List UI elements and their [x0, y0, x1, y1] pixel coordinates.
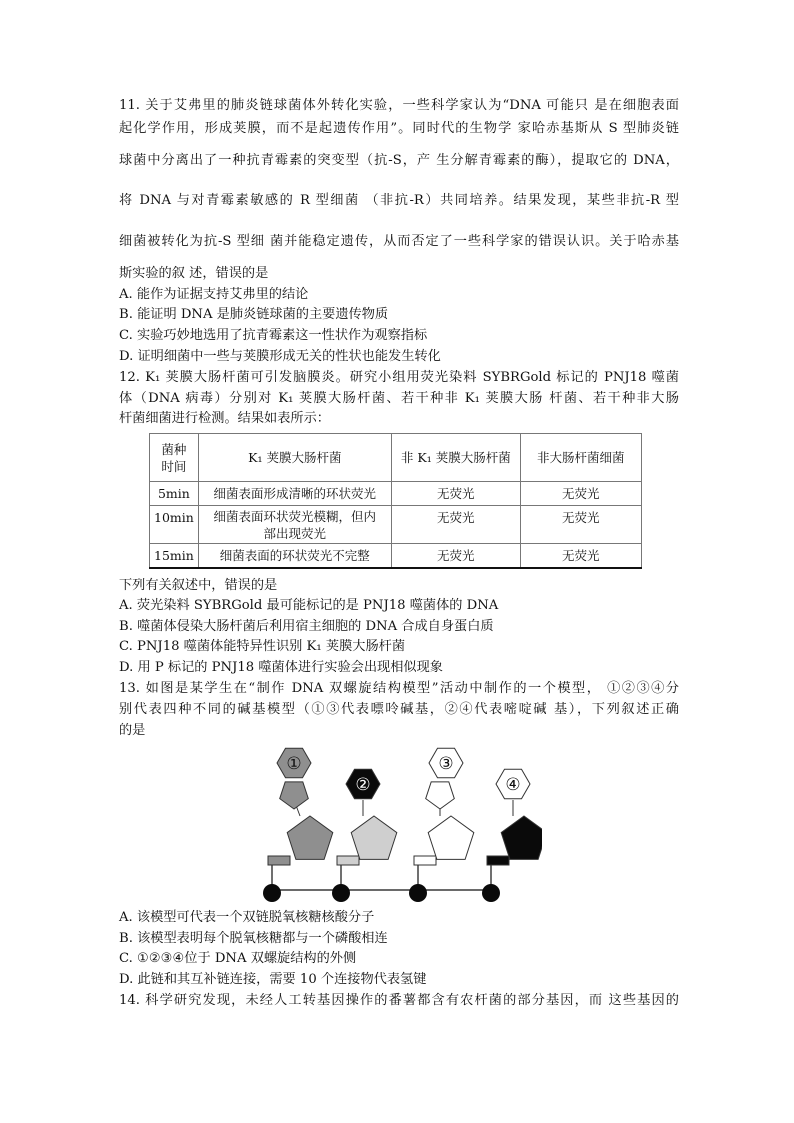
- q13-line-3: 的是: [119, 723, 146, 738]
- table-row: [150, 544, 642, 568]
- q11-line-4: 将 DNA 与对青霉素敏感的 R 型细菌 （非抗-R）共同培养。结果发现，某些非抗-R 型: [119, 193, 679, 208]
- sugar-phosphate-link: [337, 856, 359, 865]
- row-time: 10min: [150, 506, 199, 544]
- phosphate-circle: [332, 884, 350, 902]
- row-other: 无荧光: [520, 544, 641, 568]
- table-header-row: [150, 434, 642, 482]
- row-k1: 细菌表面形成清晰的环状荧光: [198, 482, 391, 506]
- nucleotide-3: [409, 748, 474, 902]
- header-other: 非大肠杆菌细菌: [520, 434, 641, 482]
- deoxyribose-pentagon: [501, 816, 542, 859]
- q13-option-a: A. 该模型可代表一个双链脱氧核糖核酸分子: [119, 910, 375, 925]
- row-k1: [198, 506, 391, 544]
- q12-option-d: D. 用 P 标记的 PNJ18 噬菌体进行实验会出现相似现象: [119, 660, 443, 675]
- row-k1-text-a: 细菌表面环状荧光模糊，但内: [213, 508, 377, 524]
- base-label-1: ①: [286, 754, 302, 774]
- q12-option-b: B. 噬菌体侵染大肠杆菌后利用宿主细胞的 DNA 合成自身蛋白质: [119, 619, 494, 634]
- q12-option-a: A. 荧光染料 SYBRGold 最可能标记的是 PNJ18 噬菌体的 DNA: [119, 598, 499, 613]
- q11-option-a: A. 能作为证据支持艾弗里的结论: [119, 287, 309, 302]
- row-non-k1: 无荧光: [391, 544, 520, 568]
- q13-line-2: 别代表四种不同的碱基模型（①③代表嘌呤碱基，②④代表嘧啶碱 基），下列叙述正确: [119, 702, 679, 717]
- header-non-k1: 非 K₁ 荚膜大肠杆菌: [391, 434, 520, 482]
- row-k1: 细菌表面的环状荧光不完整: [198, 544, 391, 568]
- q12-option-c: C. PNJ18 噬菌体能特异性识别 K₁ 荚膜大肠杆菌: [119, 639, 406, 654]
- row-other: 无荧光: [520, 506, 641, 544]
- base-pentagon: [426, 782, 455, 809]
- row-time: 5min: [150, 482, 199, 506]
- base-pentagon: [280, 782, 309, 809]
- sugar-phosphate-link: [487, 856, 509, 865]
- base-label-3: ③: [438, 754, 454, 774]
- corner-label-strain: 菌种: [161, 441, 187, 457]
- deoxyribose-pentagon: [287, 816, 333, 859]
- nucleotide-2: [332, 769, 397, 902]
- corner-label-time: 时间: [161, 458, 187, 474]
- row-non-k1: 无荧光: [391, 506, 520, 544]
- q11-option-b: B. 能证明 DNA 是肺炎链球菌的主要遗传物质: [119, 307, 389, 322]
- q11-line-2: 起化学作用，形成荚膜，而不是起遗传作用”。同时代的生物学 家哈赤基斯从 S 型肺炎链: [119, 121, 679, 136]
- row-k1-text-b: 部出现荧光: [263, 525, 327, 541]
- q12-line-1: 12. K₁ 荚膜大肠杆菌可引发脑膜炎。研究小组用荧光染料 SYBRGold 标记的 PNJ18 噬菌: [119, 370, 679, 385]
- deoxyribose-pentagon: [351, 816, 397, 859]
- row-non-k1: 无荧光: [391, 482, 520, 506]
- sugar-phosphate-link: [268, 856, 290, 865]
- q13-option-d: D. 此链和其互补链连接，需要 10 个连接物代表氢键: [119, 972, 427, 987]
- q11-option-c: C. 实验巧妙地选用了抗青霉素这一性状作为观察指标: [119, 328, 428, 343]
- nucleotide-1: [263, 748, 333, 902]
- nucleotide-4: [482, 769, 542, 902]
- q12-line-3: 杆菌细菌进行检测。结果如表所示：: [119, 411, 330, 426]
- table-corner-cell: [150, 434, 199, 482]
- row-other: 无荧光: [520, 482, 641, 506]
- deoxyribose-pentagon: [428, 816, 474, 859]
- results-table: [149, 433, 642, 569]
- q13-option-c: C. ①②③④位于 DNA 双螺旋结构的外侧: [119, 951, 357, 966]
- dna-model-figure: [252, 742, 542, 907]
- phosphate-circle: [263, 884, 281, 902]
- sugar-phosphate-link: [414, 856, 436, 865]
- q13-option-b: B. 该模型表明每个脱氧核糖都与一个磷酸相连: [119, 931, 388, 946]
- header-k1: K₁ 荚膜大肠杆菌: [198, 434, 391, 482]
- base-label-2: ②: [355, 775, 371, 795]
- q11-line-5: 细菌被转化为抗-S 型细 菌并能稳定遗传，从而否定了一些科学家的错误认识。关于哈赤基: [119, 234, 679, 249]
- q12-stem: 下列有关叙述中，错误的是: [119, 578, 278, 593]
- phosphate-circle: [482, 884, 500, 902]
- q12-line-2: 体（DNA 病毒）分别对 K₁ 荚膜大肠杆菌、若干种非 K₁ 荚膜大肠 杆菌、若干种非大肠: [119, 391, 679, 406]
- q14-line-1: 14. 科学研究发现，未经人工转基因操作的番薯都含有农杆菌的部分基因，而 这些基因的: [119, 993, 679, 1008]
- base-label-4: ④: [505, 775, 521, 795]
- phosphate-circle: [409, 884, 427, 902]
- table-row: [150, 482, 642, 506]
- table-row: [150, 506, 642, 544]
- q11-line-3: 球菌中分离出了一种抗青霉素的突变型（抗-S，产 生分解青霉素的酶），提取它的 DNA，: [119, 153, 679, 168]
- q13-line-1: 13. 如图是某学生在“制作 DNA 双螺旋结构模型”活动中制作的一个模型， ①②③④分: [119, 681, 679, 696]
- row-time: 15min: [150, 544, 199, 568]
- q11-line-6: 斯实验的叙 述，错误的是: [119, 266, 269, 281]
- q11-line-1: 11. 关于艾弗里的肺炎链球菌体外转化实验，一些科学家认为“DNA 可能只 是在细胞表面: [119, 98, 679, 113]
- q11-option-d: D. 证明细菌中一些与荚膜形成无关的性状也能发生转化: [119, 349, 441, 364]
